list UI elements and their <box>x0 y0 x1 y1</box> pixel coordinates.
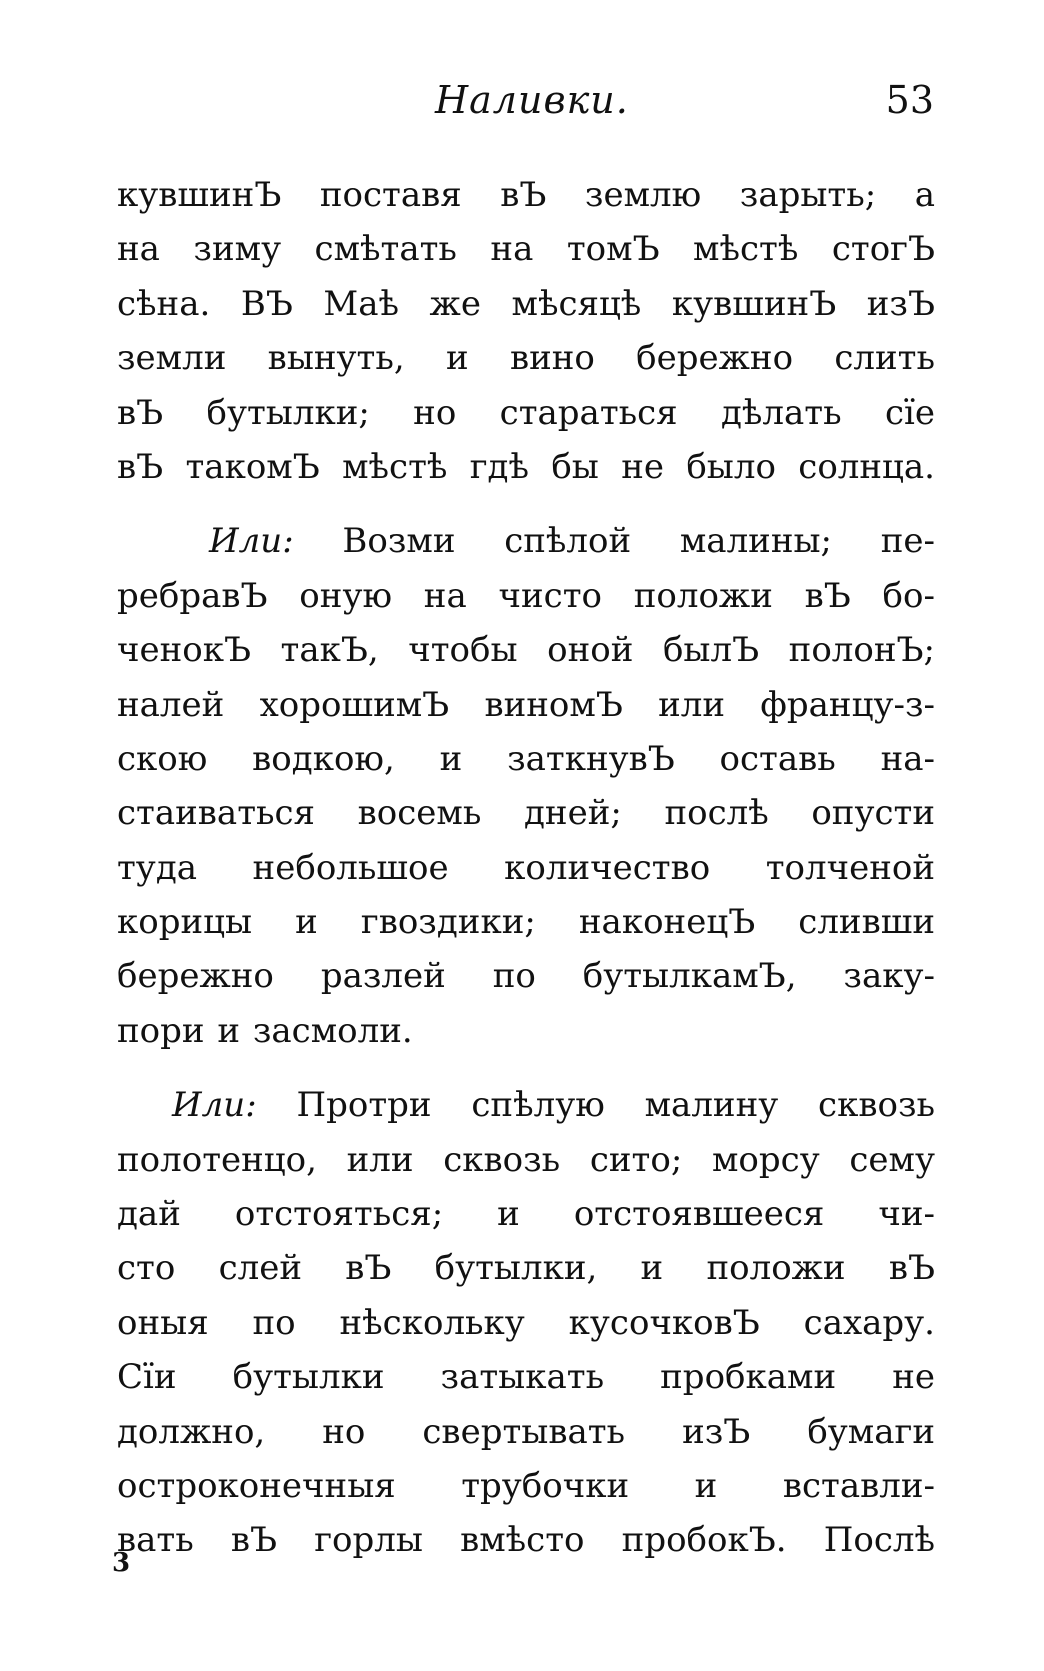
text-line: дай отстояться; и отстоявшееся чи- <box>117 1194 935 1235</box>
paragraph <box>117 1078 935 1568</box>
text-line: оныя по нѣскольку кусочковЪ сахару. <box>117 1302 935 1343</box>
text-line <box>117 1078 935 1132</box>
text-line: земли вынуть, и вино бережно слить <box>117 338 935 379</box>
text-line: кувшинЪ поставя вЪ землю зарыть; а <box>117 175 935 215</box>
paragraph-lead: Или: <box>172 1085 257 1126</box>
text-line: налей хорошимЪ виномЪ или францу-з- <box>117 684 935 725</box>
text-line: туда небольшое количество толченой <box>117 847 935 888</box>
text-line: вЪ такомЪ мѣстѣ гдѣ бы не было солнца. <box>117 446 935 487</box>
text-line: сѣна. ВЪ Маѣ же мѣсяцѣ кувшинЪ изЪ <box>117 283 935 324</box>
text-line: бережно разлей по бутылкамЪ, заку- <box>117 956 935 997</box>
paragraph <box>117 514 935 1058</box>
page-header <box>120 78 934 138</box>
text-line: вЪ бутылки; но стараться дѣлать сїе <box>117 392 935 433</box>
text-line: ченокЪ такЪ, чтобы оной былЪ полонЪ; <box>117 630 935 671</box>
paragraph <box>117 168 935 494</box>
signature-mark: 3 <box>112 1548 131 1578</box>
text-line: Сїи бутылки затыкать пробками не <box>117 1357 935 1398</box>
page-number: 53 <box>885 78 934 122</box>
body-text <box>117 168 935 1568</box>
text-line: полотенцо, или сквозь сито; морсу сему <box>117 1139 935 1180</box>
text-line: стаиваться восемь дней; послѣ опусти <box>117 793 935 834</box>
text-line <box>117 514 935 568</box>
text-line: ребравЪ оную на чисто положи вЪ бо- <box>117 575 935 616</box>
text-line: на зиму смѣтать на томЪ мѣстѣ стогЪ <box>117 229 935 270</box>
paragraph-lead: Или: <box>209 521 294 562</box>
text-line: корицы и гвоздики; наконецЪ сливши <box>117 902 935 943</box>
text-line: скою водкою, и заткнувЪ оставь на- <box>117 738 935 779</box>
text-line: вать вЪ горлы вмѣсто пробокЪ. Послѣ <box>117 1520 935 1561</box>
text-line: должно, но свертывать изЪ бумаги <box>117 1411 935 1452</box>
text-line: остроконечныя трубочки и вставли- <box>117 1465 935 1506</box>
running-title: Наливки. <box>435 78 629 122</box>
text-line: пори и засмоли. <box>117 1010 413 1051</box>
text-line-rest: Возми спѣлой малины; пе- <box>342 521 935 562</box>
text-line-rest: Протри спѣлую малину сквозь <box>296 1085 935 1126</box>
text-line: сто слей вЪ бутылки, и положи вЪ <box>117 1248 935 1289</box>
